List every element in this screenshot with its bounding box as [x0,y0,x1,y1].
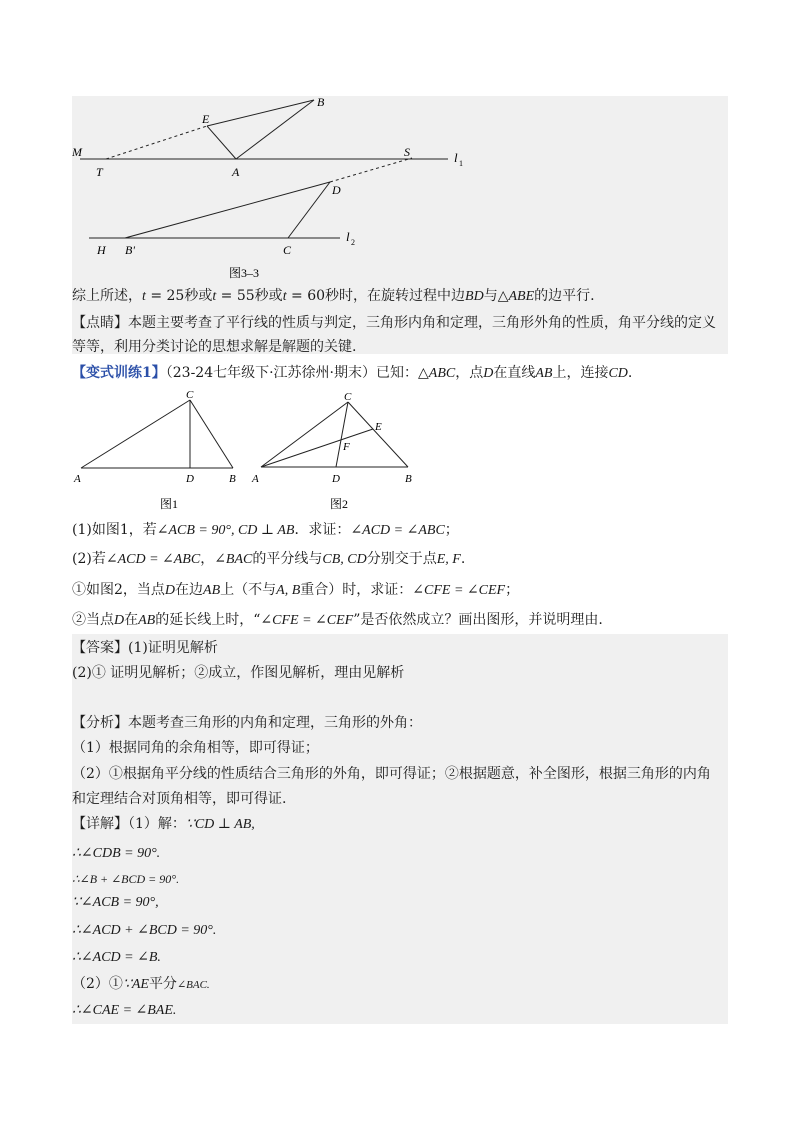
label-S: S [404,145,410,159]
fig2-label-E: E [375,421,382,433]
analysis-line-1: 【分析】本题考查三角形的内角和定理，三角形的外角： [72,715,422,731]
detail-line-5: ∴∠ACD + ∠BCD = 90°. [72,923,217,938]
label-l1-sub: 1 [459,159,463,168]
fig2-label-F: F [343,441,350,453]
figure-caption: 图3–3 [229,266,260,280]
fig1-caption: 图1 [160,497,179,511]
question-2-part-2: ②当点D在AB的延长线上时，“∠CFE = ∠CEF”是否依然成立？画出图形，并说明理由. [72,612,603,628]
detail-line-6: ∴∠ACD = ∠B. [72,950,161,965]
figure-3-3 [72,96,492,286]
figure-1 [72,388,247,518]
comment-line-2: 等等，利用分类讨论的思想求解是解题的关键. [72,339,357,355]
figure-2 [247,388,427,518]
fig2-label-A: A [252,473,259,485]
label-l2-sub: 2 [351,238,355,247]
label-M: M [72,145,82,159]
label-E: E [202,112,210,126]
label-H: H [97,243,106,257]
fig1-label-A: A [74,473,81,485]
label-B: B [317,96,325,109]
label-C: C [283,243,292,257]
label-T: T [96,165,103,179]
analysis-line-2: （1）根据同角的余角相等，即可得证； [72,740,319,756]
fig2-label-D: D [332,473,340,485]
fig1-label-D: D [186,473,194,485]
detail-line-4: ∵∠ACB = 90°, [72,895,159,910]
detail-line-1: 【详解】（1）解：∵CD ⊥ AB, [72,816,255,832]
detail-line-7: （2）①∵AE平分∠BAC. [72,976,210,992]
variant-tag: 【变式训练1】 [72,365,166,381]
label-l1: l [454,150,458,165]
question-2: (2)若∠ACD = ∠ABC，∠BAC的平分线与CB, CD分别交于点E, F. [72,551,466,567]
label-D: D [332,183,341,197]
analysis-line-3: （2）①根据角平分线的性质结合三角形的外角，即可得证；②根据题意，补全图形，根据三角形的内角 [72,766,711,782]
detail-line-3: ∴∠B + ∠BCD = 90°. [72,872,180,886]
question-2-part-1: ①如图2，当点D在边AB上（不与A, B重合）时，求证：∠CFE = ∠CEF； [72,582,520,598]
fig2-label-B: B [405,473,412,485]
answer-line-2: (2)① 证明见解析；②成立，作图见解析，理由见解析 [72,665,405,681]
fig1-label-C: C [186,389,194,401]
comment-line-1: 【点睛】本题主要考查了平行线的性质与判定，三角形内角和定理，三角形外角的性质，角平分线的定义 [72,315,716,331]
fig2-label-C: C [344,391,352,403]
analysis-line-4: 和定理结合对顶角相等，即可得证. [72,791,287,807]
summary-line: 综上所述，t = 25秒或t = 55秒或t = 60秒时，在旋转过程中边BD与△ABE的边平行. [72,288,595,304]
detail-line-2: ∴∠CDB = 90°. [72,846,161,861]
question-1: (1)如图1，若∠ACB = 90°, CD ⊥ AB．求证：∠ACD = ∠ABC； [72,522,459,538]
label-Bprime: B' [125,243,135,257]
label-A: A [232,165,240,179]
fig1-label-B: B [229,473,236,485]
answer-line-1: 【答案】(1)证明见解析 [72,640,218,656]
label-l2: l [346,229,350,244]
fig2-caption: 图2 [330,497,349,511]
detail-line-8: ∴∠CAE = ∠BAE. [72,1003,177,1018]
variant-heading: 【变式训练1】（23-24七年级下·江苏徐州·期末）已知：△ABC，点D在直线AB上，连接CD. [72,365,633,381]
